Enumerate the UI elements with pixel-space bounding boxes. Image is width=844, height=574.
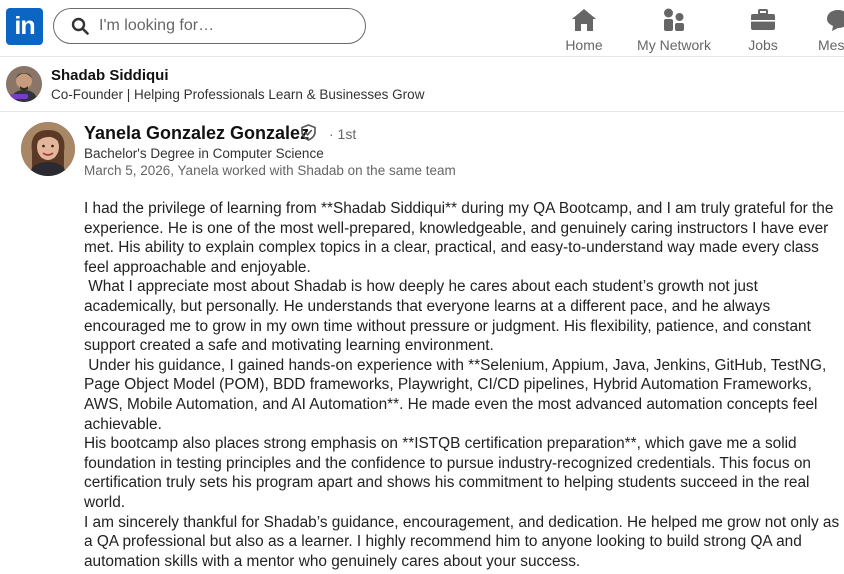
nav-messaging[interactable]: [818, 4, 844, 52]
network-icon: [660, 6, 688, 34]
recommendation-paragraph: I am sincerely thankful for Shadab’s guidance, encouragement, and dedication. He helped me grow not only as a QA professional but also as a learner. I highly recommend him to anyone looking to build strong QA and automation skills with a mentor who genuinely cares about your success.: [84, 513, 844, 570]
home-icon: [570, 6, 598, 34]
nav-network-label: My Network: [637, 37, 711, 53]
recommender-avatar[interactable]: [21, 122, 75, 176]
top-nav-bar: [0, 0, 844, 57]
search-icon: [71, 17, 89, 35]
recommender-education: Bachelor's Degree in Computer Science: [84, 146, 324, 161]
connection-degree: · 1st: [329, 126, 357, 142]
recommendation-meta: March 5, 2026, Yanela worked with Shadab on the same team: [84, 163, 456, 178]
recommendation-paragraph: I had the privilege of learning from **Shadab Siddiqui** during my QA Bootcamp, and I am truly grateful for the experience. He is one of the most well-prepared, knowledgeable, and genuinely caring instructors I have ever met. His ability to explain complex topics in a clear, practical, and easy-to-understand way made every class feel approachable and enjoyable.: [84, 200, 838, 276]
nav-home[interactable]: [559, 4, 609, 52]
nav-jobs-label: Jobs: [748, 37, 778, 53]
recommender-avatar-image: [21, 122, 75, 176]
verified-shield-icon[interactable]: [300, 124, 317, 141]
profile-avatar-image: [6, 66, 42, 102]
nav-messaging-label: Mes: [818, 37, 844, 53]
recommendation-paragraph: What I appreciate most about Shadab is how deeply he cares about each student’s growth not just academically, but personally. He understands that everyone learns at a different pace, and he always encouraged me to grow in my own time without pressure or judgment. His flexibility, patience, and constant support created a safe and motivating learning environment.: [84, 278, 816, 355]
recommendation-text: [84, 199, 842, 571]
nav-home-label: Home: [565, 37, 603, 53]
profile-headline: Co-Founder | Helping Professionals Learn & Businesses Grow: [51, 87, 425, 102]
recommender-name[interactable]: Yanela Gonzalez Gonzalez: [84, 123, 310, 143]
recommendation-paragraph: His bootcamp also places strong emphasis on **ISTQB certification preparation**, which gave me a solid foundation in testing principles and the confidence to pursue industry-recognized credentials. This focus on certification truly sets his program apart and shows his commitment to helping students succeed in the real world.: [84, 435, 816, 511]
messaging-icon: [824, 6, 844, 34]
profile-name[interactable]: Shadab Siddiqui: [51, 67, 169, 84]
search-input[interactable]: [99, 16, 354, 36]
linkedin-logo[interactable]: [6, 8, 43, 45]
nav-jobs[interactable]: [740, 4, 786, 52]
profile-header: [0, 57, 844, 112]
search-box[interactable]: [53, 8, 366, 44]
profile-avatar[interactable]: [6, 66, 42, 102]
logo-text: in: [14, 12, 35, 40]
briefcase-icon: [749, 6, 777, 34]
recommendation-paragraph: Under his guidance, I gained hands-on experience with **Selenium, Appium, Java, Jenkins, GitHub, TestNG, Page Object Model (POM), BDD frameworks, Playwright, CI/CD pipelines, Hybrid Automation Frameworks, AWS, Mobile Automation, and AI Automation**. He made even the most advanced automation concepts feel achievable.: [84, 356, 831, 433]
nav-my-network[interactable]: [630, 4, 718, 52]
